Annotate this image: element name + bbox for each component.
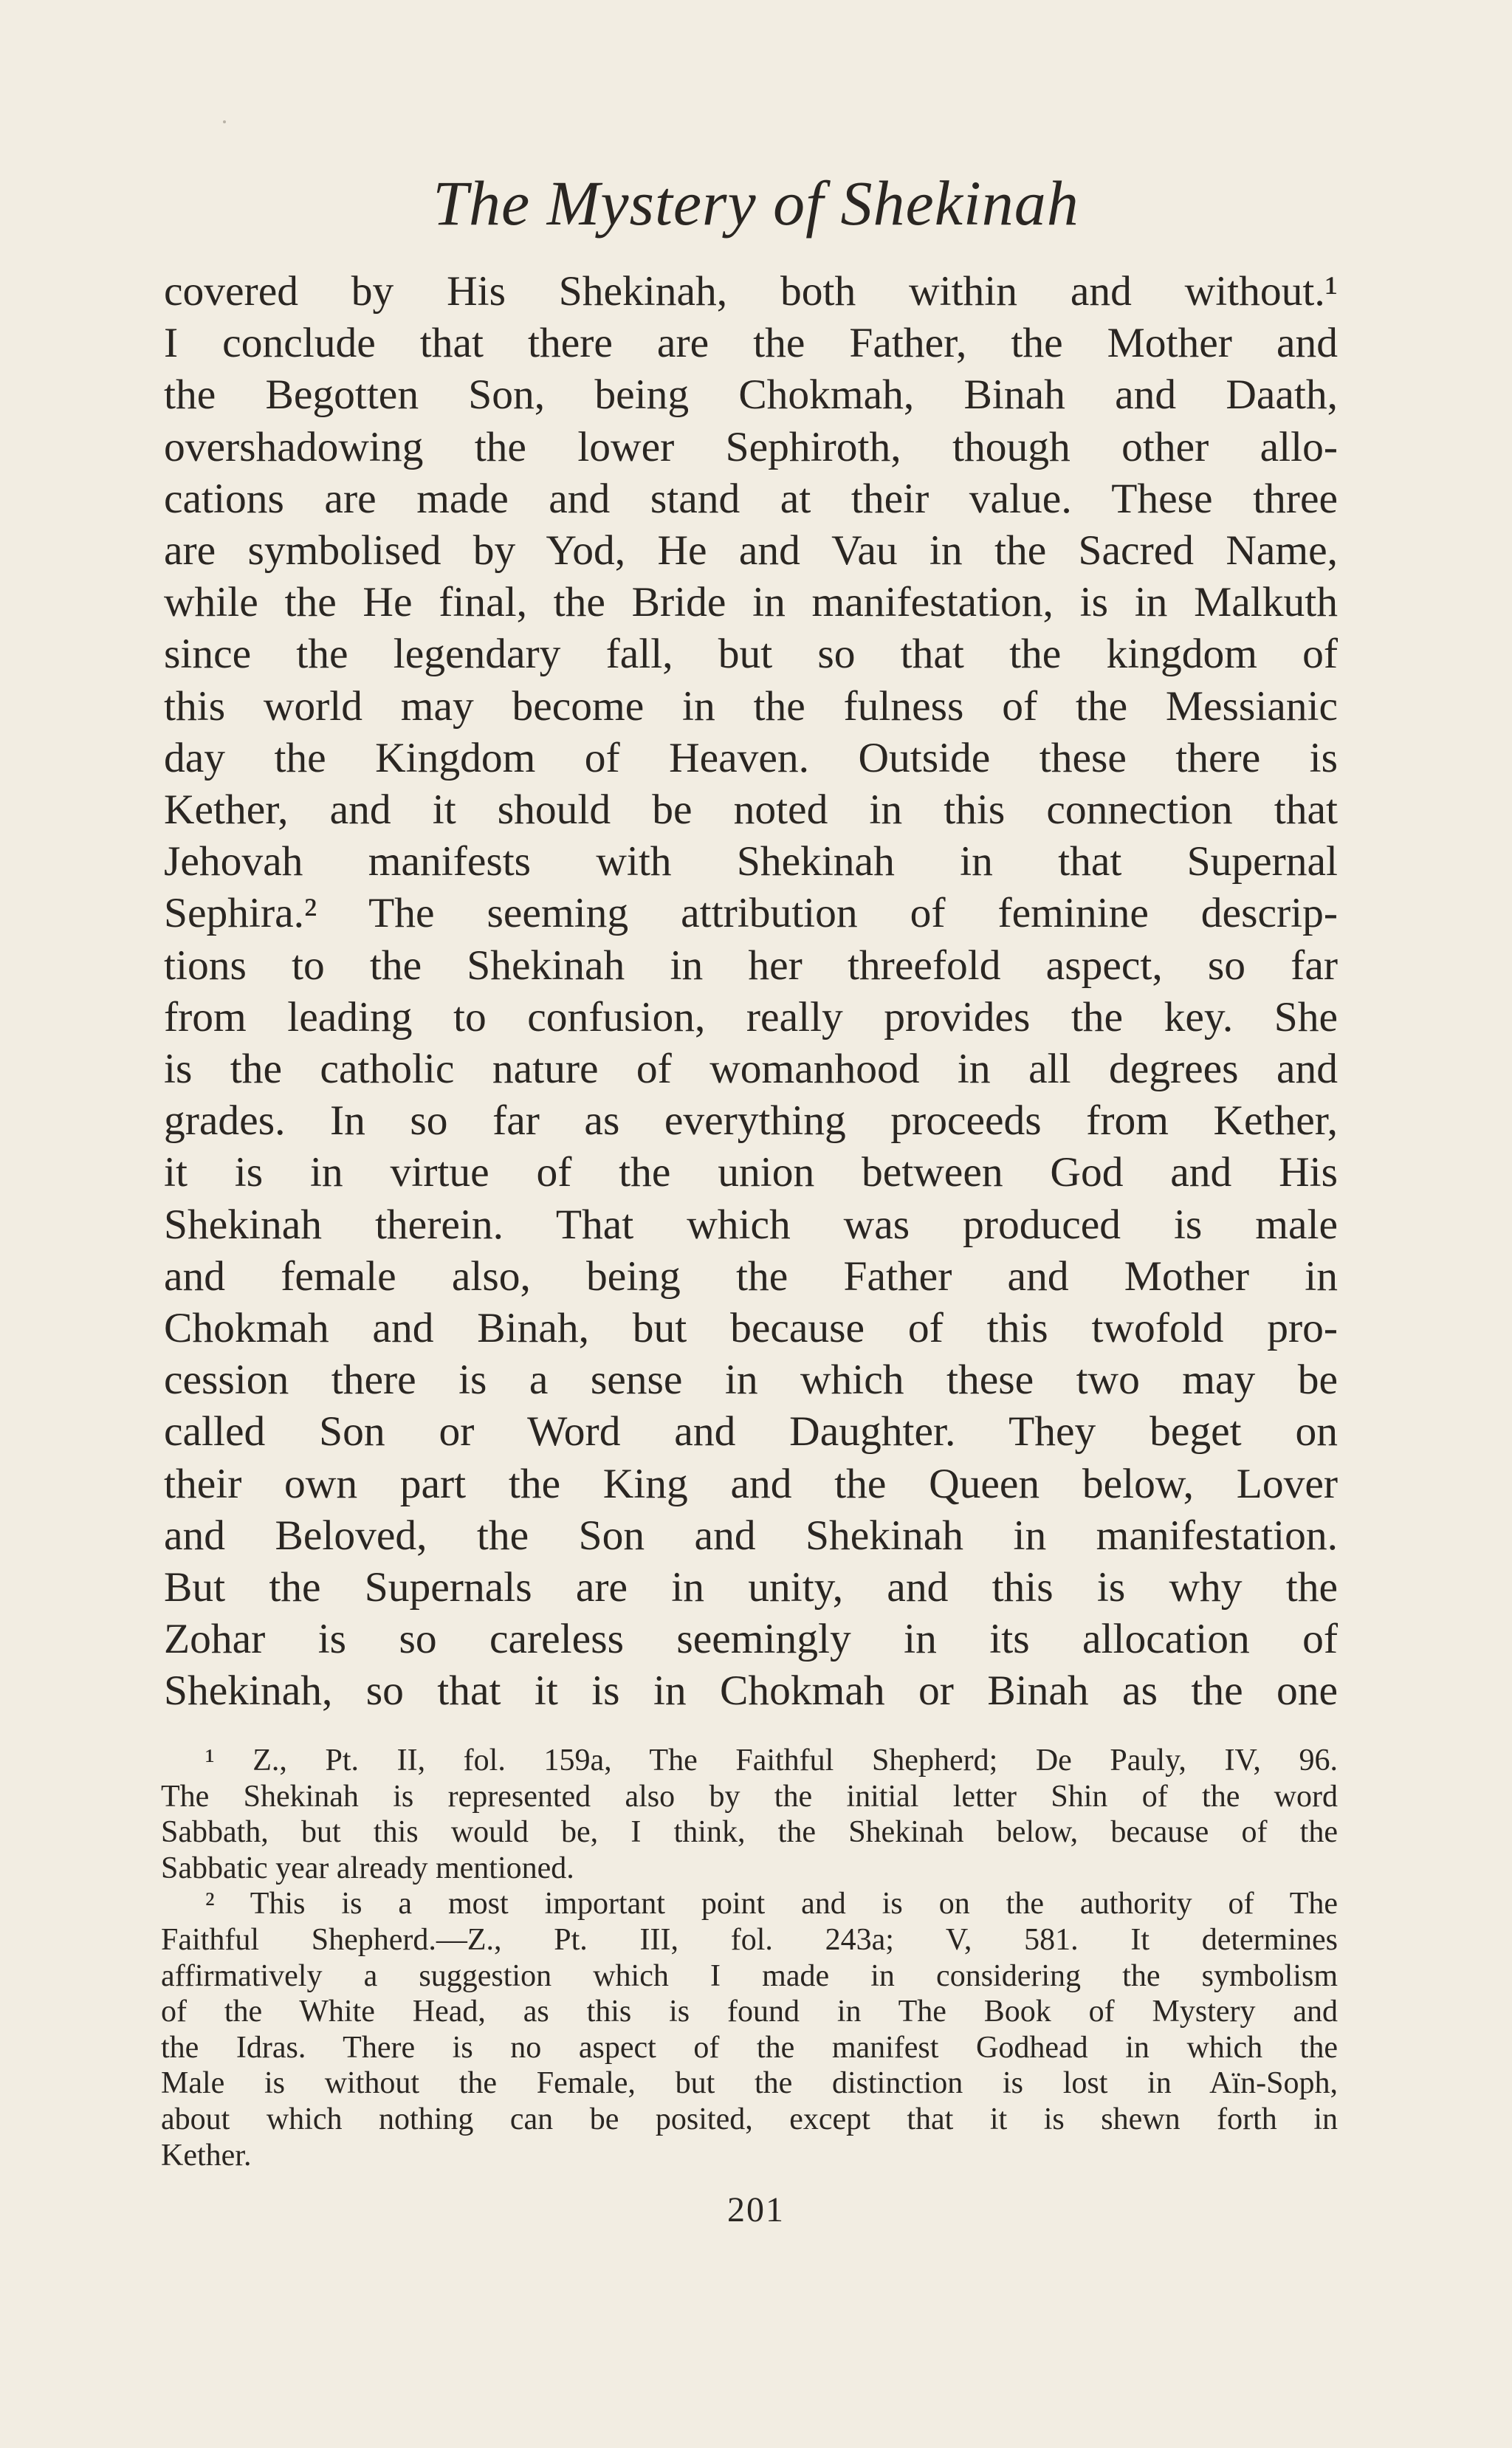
body-line: day the Kingdom of Heaven. Outside these there is	[164, 734, 1338, 781]
footnote-line: Faithful Shepherd.—Z., Pt. III, fol. 243a; V, 581. It determines	[161, 1922, 1338, 1957]
body-line: Zohar is so careless seemingly in its allocation of	[164, 1616, 1338, 1663]
footnote-line: about which nothing can be posited, except that it is shewn forth in	[161, 2102, 1338, 2136]
body-line: this world may become in the fulness of the Messianic	[164, 682, 1338, 730]
body-line: Sephira.² The seeming attribution of feminine descrip-	[164, 890, 1338, 937]
footnote-line: ² This is a most important point and is on the authority of The	[205, 1887, 1338, 1921]
body-line: I conclude that there are the Father, the Mother and	[164, 320, 1338, 367]
body-text	[164, 266, 1338, 1718]
body-line: Shekinah, so that it is in Chokmah or Binah as the one	[164, 1667, 1338, 1715]
page-number: 201	[727, 2190, 785, 2229]
body-line: are symbolised by Yod, He and Vau in the Sacred Name,	[164, 527, 1338, 575]
body-line: and female also, being the Father and Mother in	[164, 1252, 1338, 1300]
body-line: and Beloved, the Son and Shekinah in manifestation.	[164, 1512, 1338, 1559]
footnote-line: Kether.	[161, 2138, 252, 2173]
body-line: Shekinah therein. That which was produced is male	[164, 1201, 1338, 1248]
body-line: called Son or Word and Daughter. They beget on	[164, 1408, 1338, 1456]
body-line: cations are made and stand at their value. These three	[164, 475, 1338, 522]
body-line: Kether, and it should be noted in this connection that	[164, 786, 1338, 834]
footnote-line: of the White Head, as this is found in The Book of Mystery and	[161, 1995, 1338, 2029]
footnote-line: affirmatively a suggestion which I made in considering the symbolism	[161, 1958, 1338, 1993]
speck	[223, 120, 226, 123]
body-line: But the Supernals are in unity, and this is why the	[164, 1564, 1338, 1611]
body-line: is the catholic nature of womanhood in all degrees and	[164, 1046, 1338, 1093]
running-head: The Mystery of Shekinah	[433, 168, 1079, 239]
footnote-line: Sabbatic year already mentioned.	[161, 1851, 574, 1885]
body-line: Chokmah and Binah, but because of this twofold pro-	[164, 1305, 1338, 1352]
body-line: cession there is a sense in which these two may be	[164, 1357, 1338, 1404]
footnote-line: ¹ Z., Pt. II, fol. 159a, The Faithful Shepherd; De Pauly, IV, 96.	[205, 1744, 1338, 1777]
body-line: it is in virtue of the union between God and His	[164, 1149, 1338, 1196]
footnote-line: the Idras. There is no aspect of the manifest Godhead in which the	[161, 2030, 1338, 2065]
body-line: grades. In so far as everything proceeds from Kether,	[164, 1097, 1338, 1145]
body-line: overshadowing the lower Sephiroth, though other allo-	[164, 423, 1338, 470]
body-line: Jehovah manifests with Shekinah in that Supernal	[164, 838, 1338, 885]
body-line: while the He final, the Bride in manifestation, is in Malkuth	[164, 579, 1338, 626]
footnote-line: Male is without the Female, but the distinction is lost in Aïn-Soph,	[161, 2066, 1338, 2101]
footnote-line: The Shekinah is represented also by the initial letter Shin of the word	[161, 1779, 1338, 1814]
footnotes	[161, 1743, 1338, 2173]
body-line: since the legendary fall, but so that the kingdom of	[164, 631, 1338, 678]
body-line: covered by His Shekinah, both within and without.¹	[164, 268, 1338, 315]
footnote-line: Sabbath, but this would be, I think, the Shekinah below, because of the	[161, 1815, 1338, 1850]
body-line: the Begotten Son, being Chokmah, Binah and Daath,	[164, 371, 1338, 419]
body-line: their own part the King and the Queen below, Lover	[164, 1460, 1338, 1507]
body-line: from leading to confusion, really provides the key. She	[164, 993, 1338, 1040]
body-line: tions to the Shekinah in her threefold aspect, so far	[164, 942, 1338, 989]
